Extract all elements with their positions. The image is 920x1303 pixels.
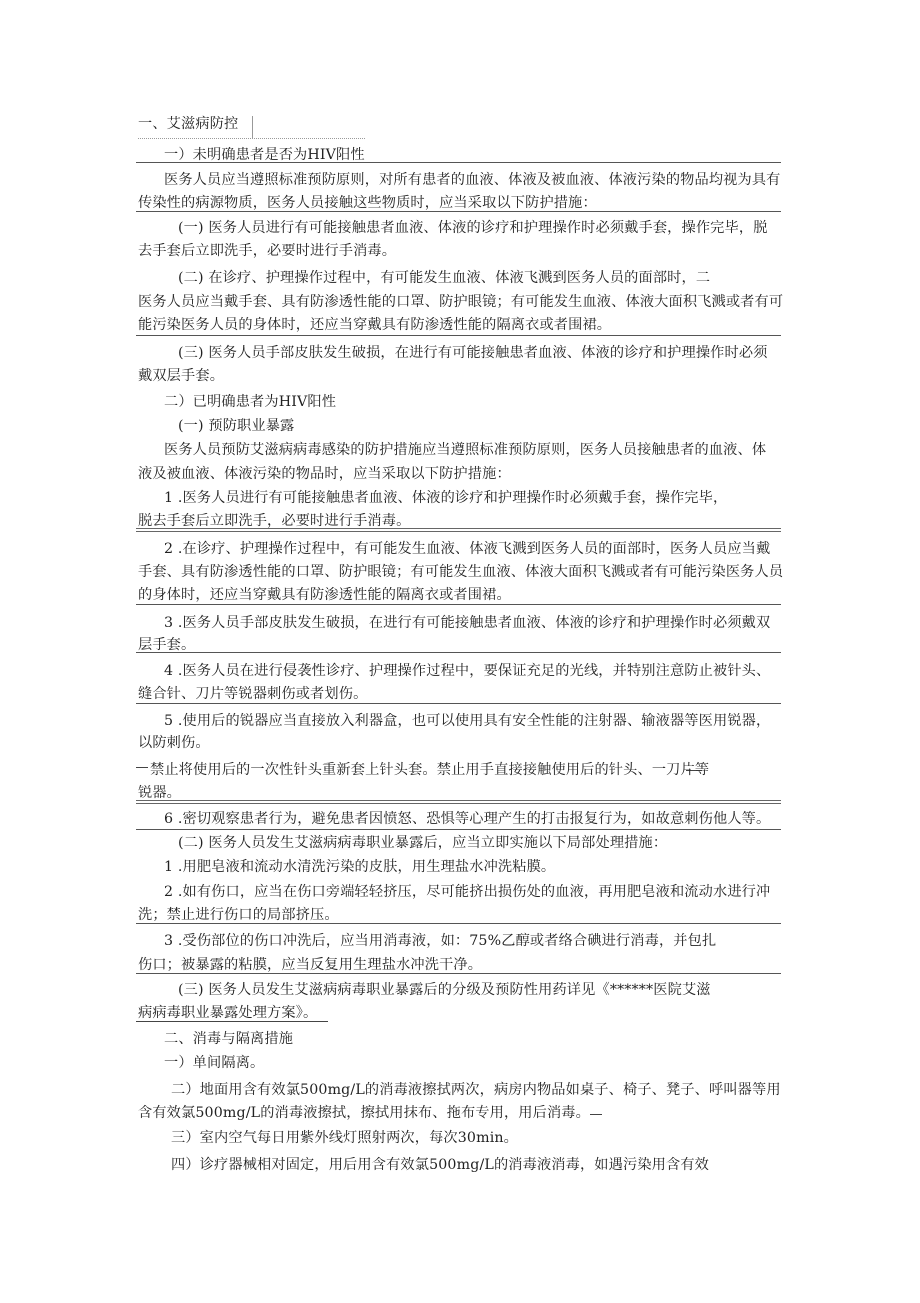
subsection-heading: 二）已明确患者为HIV阳性 [164,394,337,410]
paragraph-line: 液及被血液、体液污染的物品时，应当采取以下防护措施： [138,466,511,482]
paragraph-line: 四）诊疗器械相对固定，用后用含有效氯500mg/L的消毒液消毒，如遇污染用含有效 [171,1157,710,1173]
paragraph-line: (三) 医务人员手部皮肤发生破损，在进行有可能接触患者血液、体液的诊疗和护理操作时必须 [178,345,768,361]
list-item: 2 .如有伤口，应当在伤口旁端轻轻挤压，尽可能挤出损伤处的血液，再用肥皂液和流动水进行冲 [164,884,771,900]
paragraph-line: 去手套后立即洗手，必要时进行手消毒。 [138,243,397,259]
paragraph-line: 传染性的病源物质，医务人员接触这些物质时，应当采取以下防护措施： [138,195,597,211]
paragraph-line: 一）单间隔离。 [164,1055,265,1071]
list-item: 1 .用肥皂液和流动水清洗污染的皮肤，用生理盐水冲洗粘膜。 [164,859,556,875]
paragraph-line: 医务人员应当遵照标准预防原则，对所有患者的血液、体液及被血液、体液污染的物品均视为具有 [164,172,781,188]
list-item: 4 .医务人员在进行侵袭性诊疗、护理操作过程中，要保证充足的光线，并特别注意防止被针头、 [164,663,771,679]
paragraph-line: 能污染医务人员的身体时，还应当穿戴具有防渗透性能的隔离衣或者围裙。 [138,317,612,333]
subsection-heading: (一) 预防职业暴露 [178,418,295,434]
rule [136,829,781,830]
rule [136,652,781,653]
heading-corner-mark [252,116,253,138]
list-item: 3 .受伤部位的伤口冲洗后，应当用消毒液，如：75%乙醇或者络合碘进行消毒，并包扎 [164,933,717,949]
rule [136,335,781,336]
list-item: 1 .医务人员进行有可能接触患者血液、体液的诊疗和护理操作时必须戴手套，操作完毕， [164,490,728,506]
mark [136,767,148,768]
list-item: 层手套。 [138,637,196,653]
paragraph-line: 二）地面用含有效氯500mg/L的消毒液擦拭两次，病房内物品如桌子、椅子、凳子、呼叫器等用 [171,1082,781,1098]
heading-dotted-underline [138,138,365,139]
list-item: 缝合针、刀片等锐器刺伤或者划伤。 [138,686,368,702]
subsection-heading: (二) 医务人员发生艾滋病病毒职业暴露后，应当立即实施以下局部处理措施： [178,835,668,851]
mark [590,1114,602,1115]
list-item: 5 .使用后的锐器应当直接放入利器盒，也可以使用具有安全性能的注射器、输液器等医用锐器， [164,713,771,729]
paragraph-line: 戴双层手套。 [138,368,225,384]
paragraph-line: (三) 医务人员发生艾滋病病毒职业暴露后的分级及预防性用药详见《******医院艾滋 [178,982,711,998]
paragraph-line: 医务人员应当戴手套、具有防渗透性能的口罩、防护眼镜；有可能发生血液、体液大面积飞溅或者有可 [138,294,784,310]
list-item: 的身体时，还应当穿戴具有防渗透性能的隔离衣或者围裙。 [138,587,511,603]
paragraph-line: 三）室内空气每日用紫外线灯照射两次，每次30min。 [171,1130,519,1146]
list-item: 以防刺伤。 [138,735,210,751]
section-heading: 二、消毒与隔离措施 [164,1031,294,1047]
paragraph-line: (二) 在诊疗、护理操作过程中，有可能发生血液、体液飞溅到医务人员的面部时，二 [178,270,711,286]
list-item: 6 .密切观察患者行为，避免患者因愤怒、恐惧等心理产生的打击报复行为，如故意刺伤他人等。 [164,811,771,827]
list-item: 3 .医务人员手部皮肤发生破损，在进行有可能接触患者血液、体液的诊疗和护理操作时必须戴双 [164,615,771,631]
paragraph-line: 含有效氯500mg/L的消毒液擦拭，擦拭用抹布、拖布专用，用后消毒。 [138,1105,590,1121]
list-item: 脱去手套后立即洗手，必要时进行手消毒。 [138,513,411,529]
subsection-heading: 一）未明确患者是否为HIV阳性 [164,147,365,163]
paragraph-line: 锐器。 [138,785,182,801]
paragraph-line: (一) 医务人员进行有可能接触患者血液、体液的诊疗和护理操作时必须戴手套，操作完毕，脱 [178,220,768,236]
list-item: 伤口；被暴露的粘膜，应当反复用生理盐水冲洗干净。 [138,957,483,973]
list-item: 2 .在诊疗、护理操作过程中，有可能发生血液、体液飞溅到医务人员的面部时，医务人员应当戴 [164,541,771,557]
paragraph-line: 禁止将使用后的一次性针头重新套上针头套。禁止用手直接接触使用后的针头、一刀片等 [150,762,710,778]
rule [136,800,781,804]
list-item: 洗；禁止进行伤口的局部挤压。 [138,907,339,923]
list-item: 手套、具有防渗透性能的口罩、防护眼镜；有可能发生血液、体液大面积飞溅或者有可能污染医务人员 [138,564,784,580]
section-heading: 一、艾滋病防控 [138,116,239,132]
paragraph-line: 病病毒职业暴露处理方案》。 [138,1005,318,1021]
paragraph-line: 医务人员预防艾滋病病毒感染的防护措施应当遵照标准预防原则，医务人员接触患者的血液、体 [164,442,767,458]
